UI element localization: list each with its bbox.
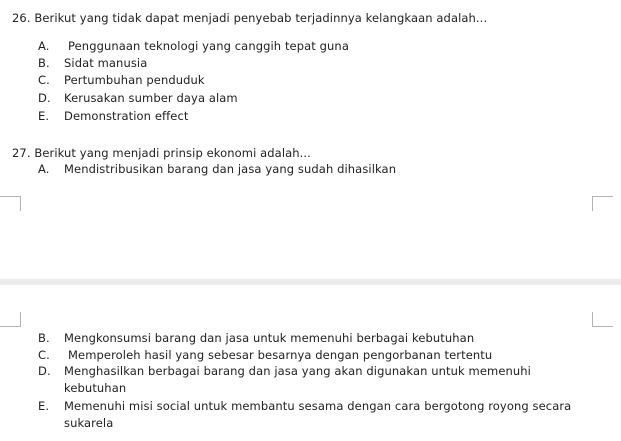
- option-text: Pertumbuhan penduduk: [64, 73, 205, 87]
- page-corner-bottom-left: [0, 312, 21, 327]
- option-text: Kerusakan sumber daya alam: [64, 91, 238, 105]
- option-text: Demonstration effect: [64, 109, 189, 123]
- option-text: Sidat manusia: [64, 56, 148, 70]
- page-break-divider: [0, 279, 621, 285]
- option-letter: E.: [38, 109, 50, 123]
- option-letter: C.: [38, 348, 50, 362]
- option-letter: D.: [38, 364, 51, 378]
- page-corner-top-right: [592, 196, 613, 211]
- option-text: Mendistribusikan barang dan jasa yang sudah dihasilkan: [64, 162, 397, 176]
- option-letter: B.: [38, 331, 50, 345]
- question-27-title: 27. Berikut yang menjadi prinsip ekonomi adalah...: [12, 146, 311, 160]
- option-text: Penggunaan teknologi yang canggih tepat guna: [68, 39, 349, 53]
- option-letter: D.: [38, 91, 51, 105]
- option-letter: B.: [38, 56, 50, 70]
- option-letter: C.: [38, 73, 50, 87]
- option-text: Memperoleh hasil yang sebesar besarnya dengan pengorbanan tertentu: [68, 348, 493, 362]
- option-text: Memenuhi misi social untuk membantu sesama dengan cara bergotong royong secara: [64, 399, 572, 413]
- option-text-continuation: sukarela: [64, 416, 114, 430]
- question-26-title: 26. Berikut yang tidak dapat menjadi penyebab terjadinnya kelangkaan adalah...: [12, 11, 488, 25]
- option-letter: A.: [38, 162, 50, 176]
- option-text-continuation: kebutuhan: [64, 381, 127, 395]
- option-letter: E.: [38, 399, 50, 413]
- option-letter: A.: [38, 39, 50, 53]
- page-corner-top-left: [0, 196, 21, 211]
- page-corner-bottom-right: [592, 312, 613, 327]
- option-text: Menghasilkan berbagai barang dan jasa yang akan digunakan untuk memenuhi: [64, 364, 531, 378]
- option-text: Mengkonsumsi barang dan jasa untuk memenuhi berbagai kebutuhan: [64, 331, 475, 345]
